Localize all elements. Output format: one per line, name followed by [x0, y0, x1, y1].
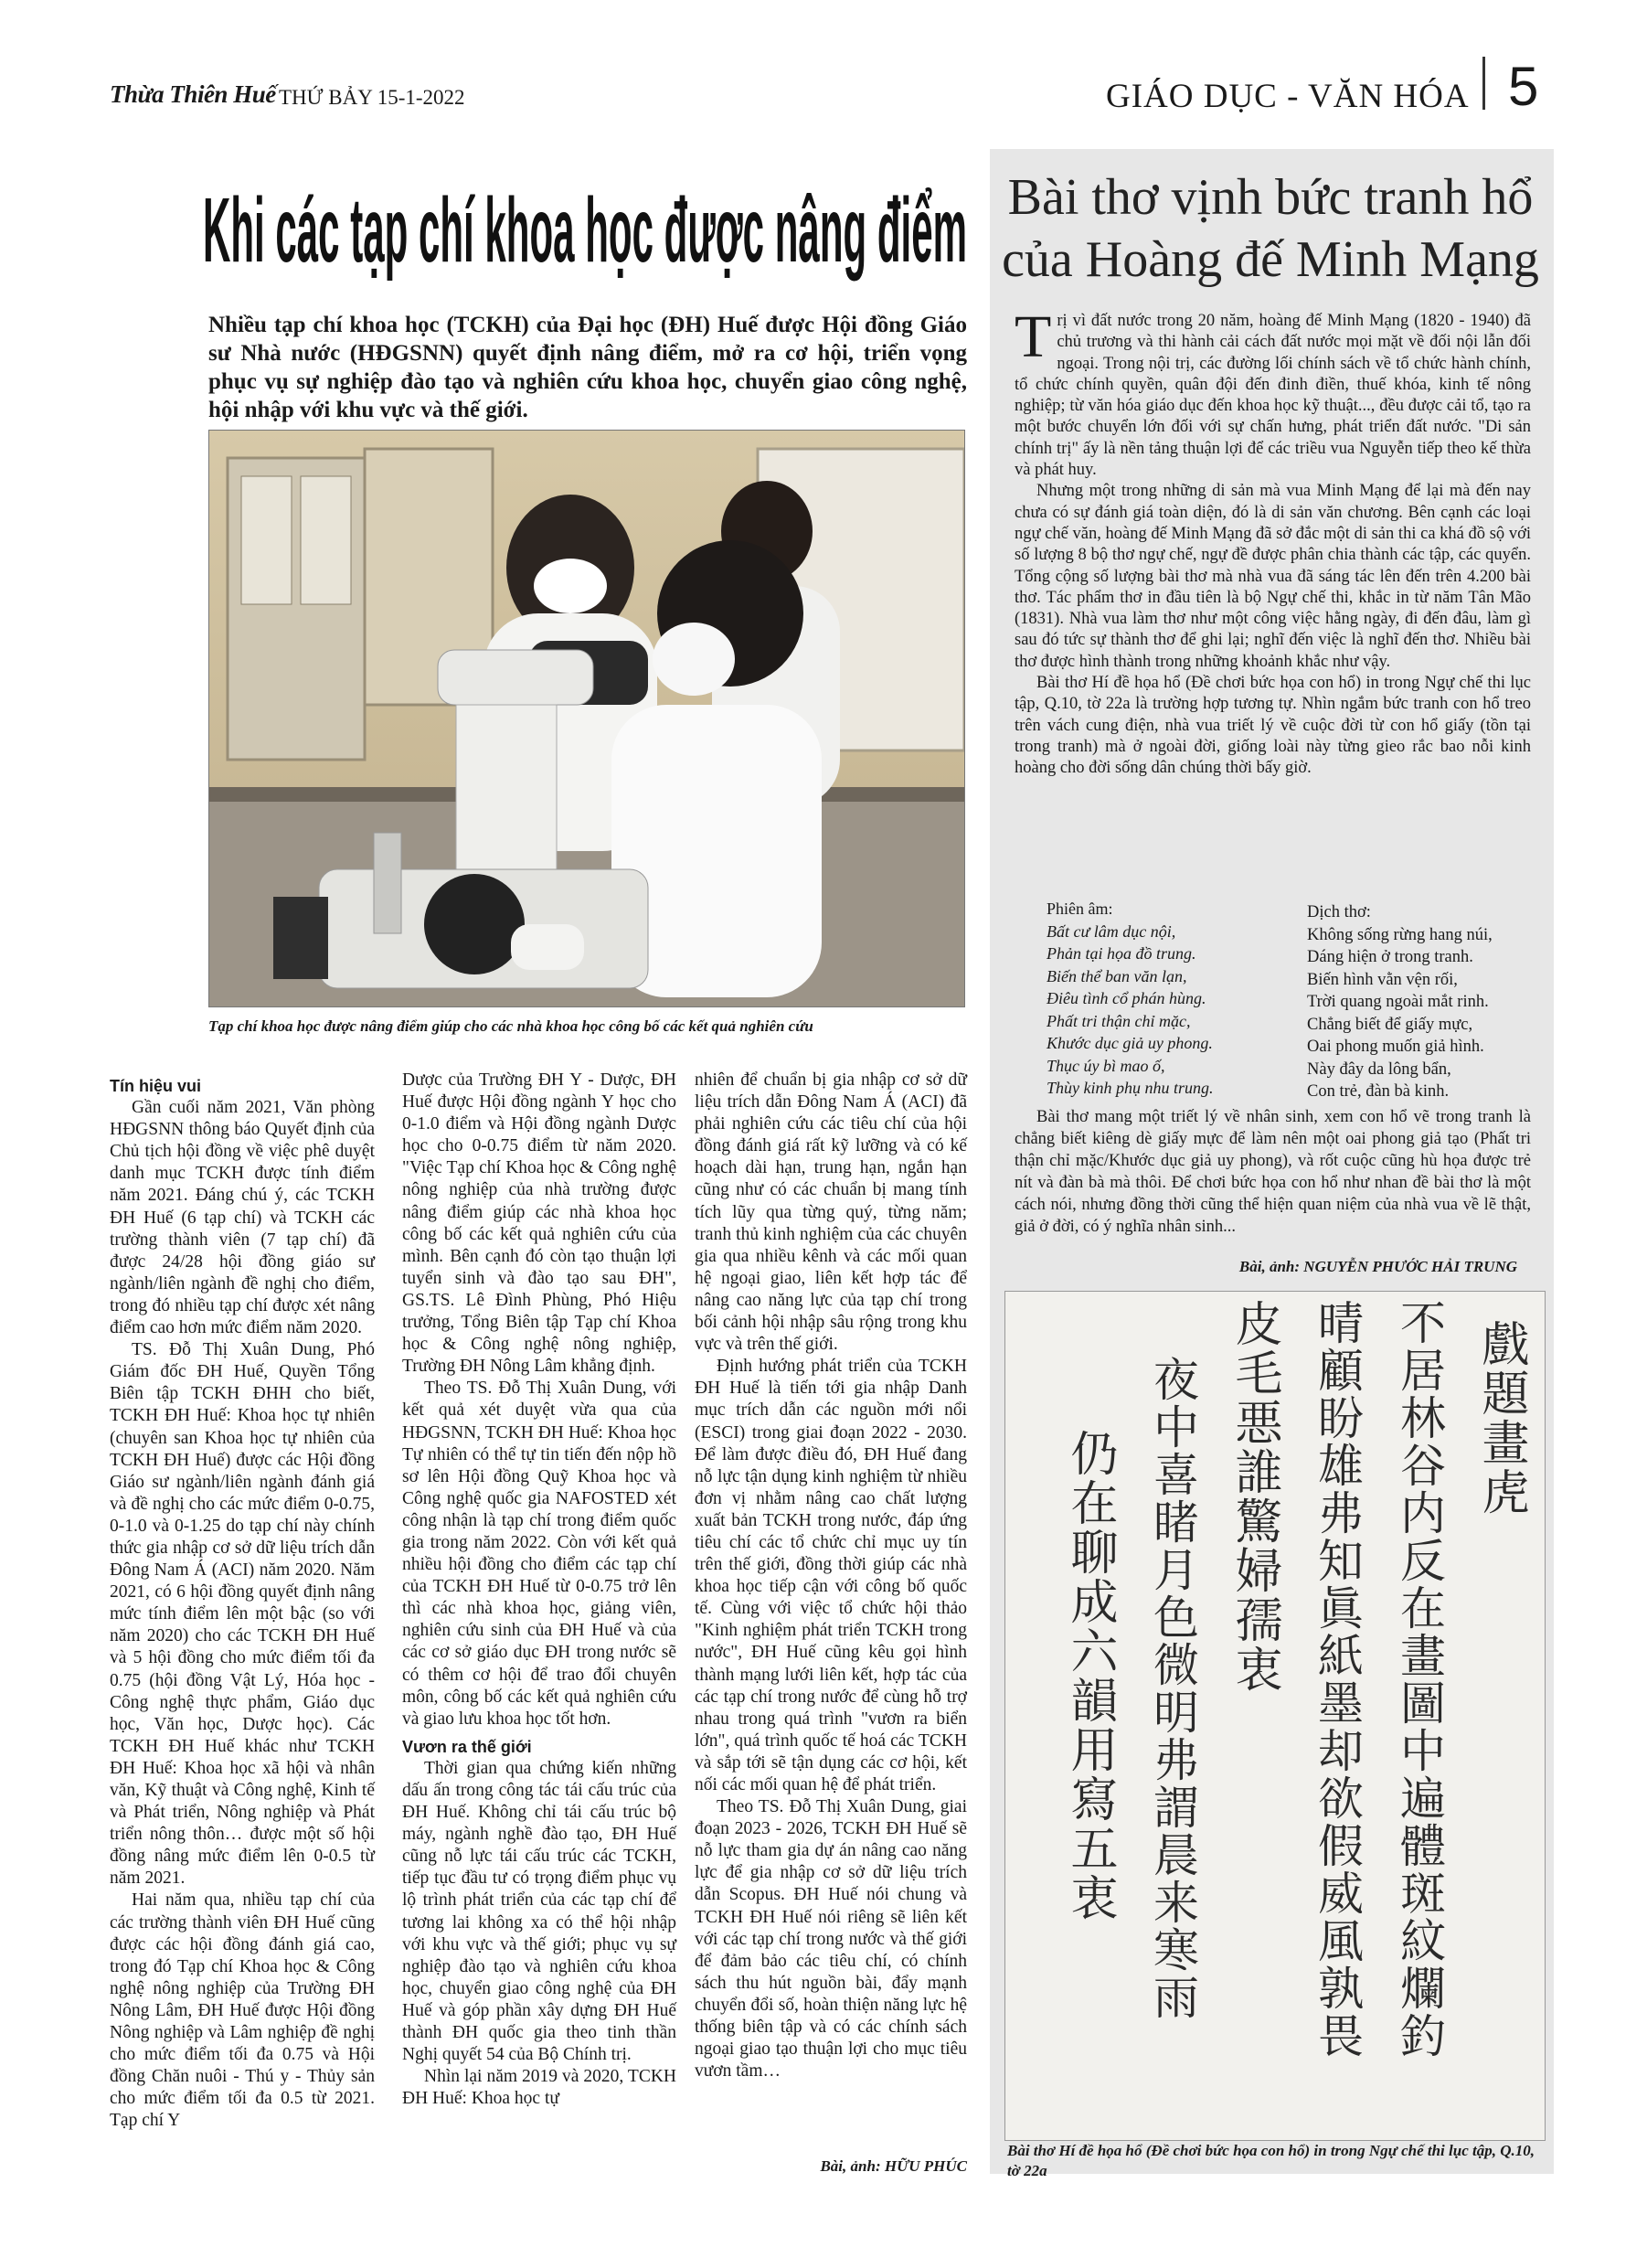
poem-line: Thục úy bì mao ố,	[1047, 1056, 1165, 1075]
subhead-tin-hieu-vui: Tín hiệu vui	[110, 1077, 202, 1095]
paragraph: Bài thơ mang một triết lý về nhân sinh, xem con hổ vẽ trong tranh là chẳng biết kiêng dè giấy mực để làm nên một oai phong giả tạo (Phất tri thận chỉ mặc/Khước dục giả uy phong), và rốt cuộc cũng hù họa được trẻ nít và đàn bà mà thôi. Để chơi bức họa con hổ như nhan đề bài thơ là một cách nói, nhưng đồng thời cũng thể hiện quan niệm của nhà vua về lẽ thật, giả ở đời, có ý nghĩa nhân sinh...	[1015, 1108, 1531, 1236]
poem-line: Phất tri thận chỉ mặc,	[1047, 1011, 1191, 1030]
paragraph: Theo TS. Đỗ Thị Xuân Dung, giai đoạn 2023 - 2026, TCKH ĐH Huế sẽ nỗ lực tham gia dự án nâng cao năng lực để gia nhập cơ sở dữ liệu trích dẫn Scopus. ĐH Huế nói chung và TCKH ĐH Huế nói riêng sẽ liên kết với các tạp chí trong nước và thế giới để đảm bảo các tiêu chí, có chính sách thu hút nguồn bài, đẩy mạnh chuyển đổi số, hoàn thiện năng lực hệ thống biên tập và có các chính sách ngoại giao tạo thuận lợi cho mục tiêu vươn tầm…	[695, 1797, 967, 2082]
paragraph: Nhìn lại năm 2019 và 2020, TCKH ĐH Huế: Khoa học tự	[402, 2067, 676, 2109]
subhead-vuon-ra-the-gioi: Vươn ra thế giới	[402, 1737, 532, 1756]
paragraph: Dược của Trường ĐH Y - Dược, ĐH Huế được Hội đồng ngành Y học cho 0-1.0 điểm và Hội đồng ngành Dược học cho 0-0.75 điểm từ năm 2020. "Việc Tạp chí Khoa học & Công nghệ nông nghiệp của nhà trường được nâng điểm giúp các nhà khoa học công bố các kết quả nghiên cứu của mình. Bên cạnh đó còn tạo thuận lợi tuyển sinh và đào tạo sau ĐH", GS.TS. Lê Đình Phùng, Phó Hiệu trưởng, Tổng Biên tập Tạp chí Khoa học & Công nghệ nông nghiệp, Trường ĐH Nông Lâm khẳng định.	[402, 1070, 676, 1377]
poem-phien-am	[1047, 898, 1275, 1100]
photo-caption: Tạp chí khoa học được nâng điểm giúp cho các nhà khoa học công bố các kết quả nghiên cứu	[208, 1017, 813, 1035]
headline-text: Khi các tạp chí khoa học được nâng điểm	[203, 179, 967, 282]
lab-photo	[208, 430, 965, 1007]
paragraph: Bài thơ Hí đề họa hổ (Đề chơi bức họa con hổ) in trong Ngự chế thi lục tập, Q.10, tờ 22a là trường hợp tương tự. Nhìn ngắm bức tranh con hổ treo trên vách cung điện, nhà vua triết lý về cuộc đời từ con hổ giấy (tồn tại trong tranh) mà ở ngoài đời, giống loài này từng gieo rắc bao nỗi kinh hoàng cho đời sống dân chúng thời bấy giờ.	[1015, 674, 1531, 778]
article-column-1	[110, 1070, 375, 2133]
manuscript-column: 不居林谷内反在畫圖中遍體斑紋爛釣	[1393, 1299, 1446, 2060]
sidebar-title-line-1: Bài thơ vịnh bức tranh hổ	[1007, 169, 1534, 226]
poem-line: Phản tại họa đồ trung.	[1047, 944, 1196, 963]
paragraph: Nhưng một trong những di sản mà vua Minh Mạng để lại mà đến nay chưa có sự đánh giá toàn diện, đó là di sản văn chương. Bên cạnh các loại ngự chế văn, hoàng đế Minh Mạng đã sở đắc một di sản thi ca khá đồ sộ với số lượng 8 bộ thơ ngự chế, ngự đề được phân chia thành các tập, các quyển. Tổng cộng số lượng bài thơ mà nhà vua đã sáng tác lên đến trên 4.200 bài thơ. Tác phẩm thơ in đầu tiên là bộ Ngự chế thi, khắc in từ năm Tân Mão (1831). Nhà vua làm thơ như một công việc hằng ngày, đi đến đâu, làm gì sau đó tức sự thành thơ để ghi lại; nghĩ đến việc là nghĩ đến thơ. Nhiều bài thơ được hình thành trong những khoảnh khắc như vậy.	[1015, 482, 1531, 671]
poem-dich-tho	[1307, 901, 1535, 1103]
paragraph: Theo TS. Đỗ Thị Xuân Dung, với kết quả xét duyệt vừa qua của HĐGSNN, TCKH ĐH Huế: Khoa học Tự nhiên có thể tự tin tiến đến nộp hồ sơ lên Hội đồng Quỹ Khoa học và Công nghệ quốc gia NAFOSTED xét công nhận là tạp chí trong điểm quốc gia trong năm 2022. Còn với kết quả nhiều hội đồng cho điểm các tạp chí của TCKH ĐH Huế từ 0-0.75 trở lên thì các nhà khoa học, giảng viên, nghiên cứu sinh của ĐH Huế và của các cơ sở giáo dục ĐH trong nước sẽ có thêm cơ hội để trao đổi chuyên môn, công bố các kết quả nghiên cứu và giao lưu khoa học tốt hơn.	[402, 1379, 676, 1729]
page-number: 5	[1508, 56, 1539, 117]
sidebar-title-line-2: của Hoàng đế Minh Mạng	[1002, 231, 1539, 288]
poem-line: Con trẻ, đàn bà kinh.	[1307, 1082, 1450, 1101]
poem-line: Biến thể ban văn lạn,	[1047, 966, 1187, 985]
sidebar-byline: Bài, ảnh: NGUYỄN PHƯỚC HẢI TRUNG	[1238, 1258, 1517, 1275]
manuscript-caption: Bài thơ Hí đề họa hổ (Đề chơi bức họa con hổ) in trong Ngự chế thi lục tập, Q.10, tờ 22a	[1007, 2142, 1535, 2179]
poem-line: Khước dục giả uy phong.	[1047, 1034, 1213, 1052]
article-byline: Bài, ảnh: HỮU PHÚC	[820, 2157, 967, 2175]
manuscript-column: 戲題畫虎	[1473, 1319, 1528, 1517]
poem-line: Bất cư lâm dục nội,	[1047, 921, 1176, 941]
article-column-3	[695, 1070, 967, 2082]
drop-cap: T	[1015, 303, 1052, 370]
manuscript-column: 仍在聊成六韻用寫五衷	[1062, 1429, 1117, 1922]
poem-line: Biến hình vằn vện rối,	[1307, 970, 1458, 989]
paragraph: TS. Đỗ Thị Xuân Dung, Phó Giám đốc ĐH Huế, Quyền Tổng Biên tập TCKH ĐHH cho biết, TCKH ĐH Huế: Khoa học tự nhiên (chuyên san Khoa học tự nhiên của TCKH ĐH Huế) được các Hội đồng Giáo sư ngành/liên ngành đánh giá và đề nghị cho các mức điểm 0-0.75, 0-1.0 và 0-1.25 do tạp chí này chính thức gia nhập cơ sở dữ liệu trích dẫn Đông Nam Á (ACI) năm 2020. Năm 2021, có 6 hội đồng quyết định nâng mức tính điểm lên một bậc (so với năm 2020) cho các TCKH ĐH Huế và 5 hội đồng cho mức điểm tối đa 0.75 (hội đồng Vật Lý, Hóa học - Công nghệ thực phẩm, Giáo dục học, Văn học, Dược học). Các TCKH ĐH Huế khác như TCKH ĐH Huế: Khoa học xã hội và nhân văn, Kỹ thuật và Công nghệ, Kinh tế và Phát triển, Nông nghiệp và Phát triển nông thôn… được một số hội đồng nâng mức điểm lên 0-0.5 từ năm 2021.	[110, 1340, 375, 1889]
poem-label: Phiên âm:	[1047, 900, 1113, 918]
paragraph: Gần cuối năm 2021, Văn phòng HĐGSNN thông báo Quyết định của Chủ tịch hội đồng về việc phê duyệt danh mục TCKH được tính điểm năm 2021. Đáng chú ý, các TCKH ĐH Huế (6 tạp chí) và TCKH các trường thành viên (7 tạp chí) đã được 24/28 hội đồng giáo sư ngành/liên ngành đề nghị cho điểm, trong đó nhiều tạp chí được xét nâng điểm cao hơn mức điểm năm 2020.	[110, 1098, 375, 1338]
section-title: GIÁO DỤC - VĂN HÓA	[1106, 78, 1470, 115]
article-column-2	[402, 1070, 676, 2110]
sidebar-body	[1015, 303, 1531, 780]
poem-line: Dáng hiện ở trong tranh.	[1307, 948, 1473, 966]
poem-line: Không sống rừng hang núi,	[1307, 925, 1493, 944]
paragraph: nhiên để chuẩn bị gia nhập cơ sở dữ liệu trích dẫn Đông Nam Á (ACI) đã phải nghiên cứu các tiêu chí của hội đồng đánh giá rất kỹ lưỡng và có kế hoạch dài hạn, trung hạn, ngắn hạn cũng như có các chuẩn bị mang tính tích lũy qua từng quý, từng năm; tranh thủ kinh nghiệm của các chuyên gia qua nhiều kênh và các mối quan hệ ngoại giao, liên kết hợp tác để nâng cao năng lực của tạp chí trong bối cảnh hội nhập sâu rộng trong khu vực và trên thế giới.	[695, 1070, 967, 1355]
poem-line: Thùy kinh phụ nhu trung.	[1047, 1079, 1214, 1097]
article-headline	[203, 154, 971, 291]
poem-line: Điêu tình cổ phán hùng.	[1047, 989, 1206, 1007]
publication-name: Thừa Thiên Huế	[110, 80, 276, 108]
article-lede: Nhiều tạp chí khoa học (TCKH) của Đại học (ĐH) Huế được Hội đồng Giáo sư Nhà nước (HĐGSNN) quyết định nâng điểm, mở ra cơ hội, triển vọng phục vụ sự nghiệp đào tạo và nghiên cứu khoa học, chuyển giao công nghệ, hội nhập với khu vực và thế giới.	[208, 313, 967, 422]
poem-line: Này đây da lông bẩn,	[1307, 1059, 1451, 1079]
poem-label: Dịch thơ:	[1307, 903, 1371, 921]
manuscript-column: 夜中喜睹月色微明弗謂晨来寒雨	[1146, 1356, 1199, 2021]
paragraph: Định hướng phát triển của TCKH ĐH Huế là tiến tới gia nhập Danh mục trích dẫn các nguồn mới nổi (ESCI) trong giai đoạn 2022 - 2030. Để làm được điều đó, ĐH Huế đang nỗ lực tận dụng kinh nghiệm từ nhiều đơn vị nhằm nâng cao chất lượng xuất bản TCKH trong nước, đáp ứng tiêu chí các tổ chức chỉ mục uy tín trên thế giới, đồng thời giúp các nhà khoa học tiếp cận với công bố quốc tế. Cùng với việc tổ chức hội thảo "Kinh nghiệm phát triển TCKH trong nước", ĐH Huế cũng kêu gọi hình thành mạng lưới liên kết, hợp tác của các tạp chí trong nước để cùng hỗ trợ nhau trong quá trình "vươn ra biển lớn", quá trình quốc tế hoá các TCKH và sắp tới sẽ tận dụng các cơ hội, kết nối các mối quan hệ để phát triển.	[695, 1357, 967, 1794]
manuscript-column: 晴顧盼雄弗知眞紙墨却欲假威風孰畏	[1311, 1299, 1364, 2060]
poem-line: Chẳng biết để giấy mực,	[1307, 1015, 1473, 1034]
sidebar-body-2	[1015, 1106, 1531, 1238]
poem-line: Trời quang ngoài mắt rinh.	[1307, 993, 1489, 1011]
issue-date: THỨ BẢY 15-1-2022	[279, 86, 465, 109]
header-divider	[1482, 57, 1485, 110]
paragraph: Hai năm qua, nhiều tạp chí của các trường thành viên ĐH Huế cũng được các hội đồng đánh giá cao, trong đó Tạp chí Khoa học & Công nghệ nông nghiệp của Trường ĐH Nông Lâm, ĐH Huế được Hội đồng Nông nghiệp và Lâm nghiệp đề nghị cho mức điểm tối đa 0.75 và Hội đồng Chăn nuôi - Thú y - Thủy sản cho mức điểm tối đa 0.5 từ 2021. Tạp chí Y	[110, 1890, 375, 2131]
manuscript-image	[1004, 1291, 1546, 2141]
sidebar-title	[996, 166, 1545, 291]
paragraph: Thời gian qua chứng kiến những dấu ấn trong công tác tái cấu trúc của ĐH Huế. Không chỉ tái cấu trúc bộ máy, ngành nghề đào tạo, ĐH Huế cũng nỗ lực tái cấu trúc các TCKH, tiếp tục đầu tư có trọng điểm phục vụ lộ trình phát triển của các tạp chí để tương lai không xa có thể hội nhập với khu vực và thế giới; phục vụ sự nghiệp đào tạo và nghiên cứu khoa học, chuyển giao công nghệ của ĐH Huế và góp phần xây dựng ĐH Huế thành ĐH quốc gia theo tinh thần Nghị quyết 54 của Bộ Chính trị.	[402, 1758, 676, 2065]
poem-line: Oai phong muốn giả hình.	[1307, 1038, 1484, 1056]
paragraph: Trị vì đất nước trong 20 năm, hoàng đế Minh Mạng (1820 - 1940) đã chủ trương và thi hành cải cách đất nước mọi mặt về đối nội lẫn đối ngoại. Trong nội trị, các đường lối chính sách về tổ chức hành chính, tổ chức chính quyền, quân đội đến đinh điền, thuế khóa, kinh tế nông nghiệp; từ văn hóa giáo dục đến khoa học kỹ thuật..., đều được cải tổ, tạo ra một bước chuyển lớn đối với sự chấn hưng, phát triển đất nước. "Di sản chính trị" ấy là nền tảng thuận lợi để các triều vua Nguyễn tiếp theo kế thừa và phát huy.	[1015, 303, 1531, 480]
manuscript-column: 皮毛悪誰驚婦孺衷	[1227, 1299, 1281, 1694]
